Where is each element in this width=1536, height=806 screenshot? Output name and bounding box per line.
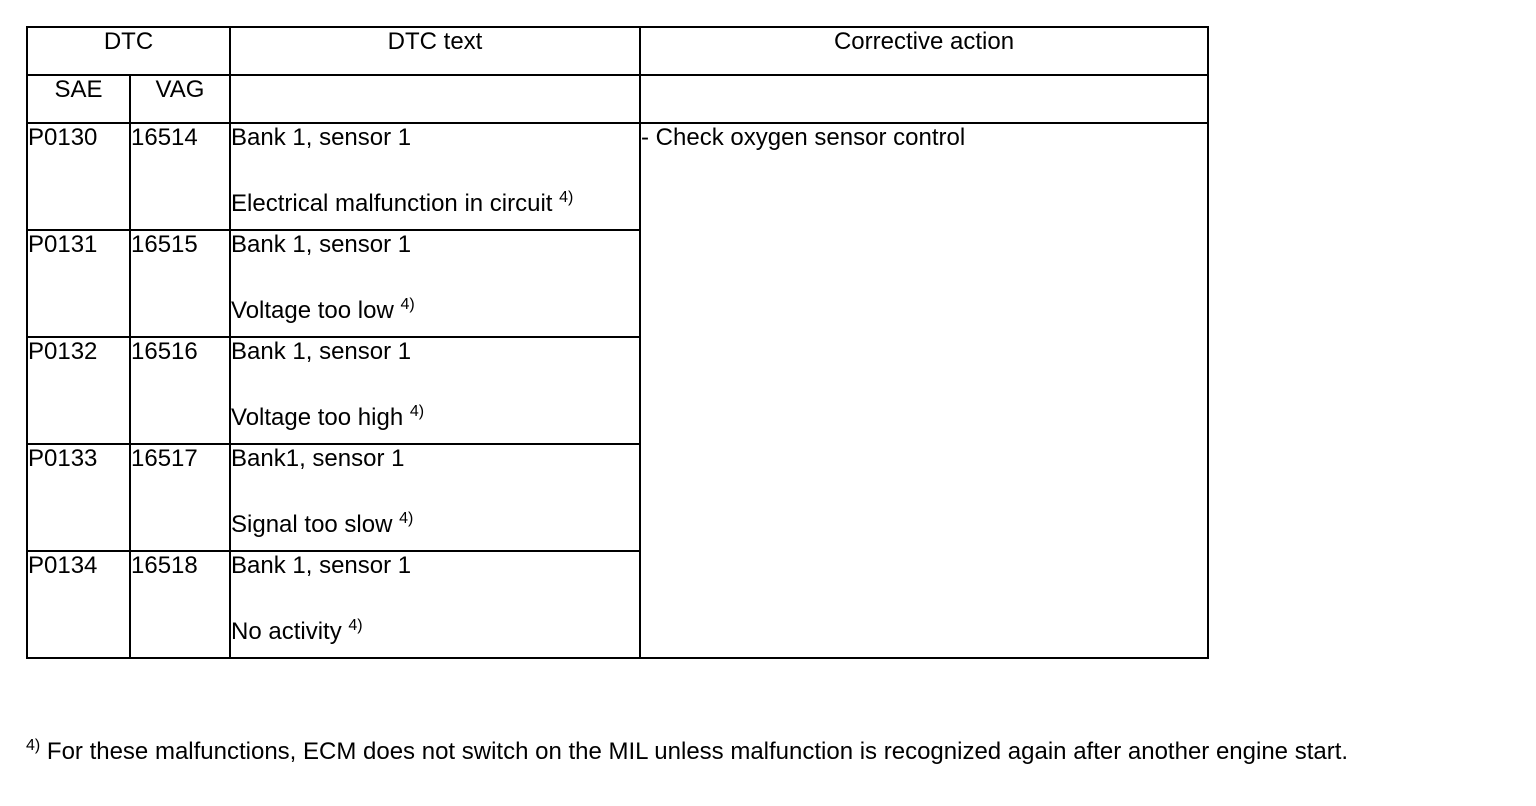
subheader-sae: SAE bbox=[27, 75, 130, 123]
subheader-row bbox=[27, 75, 1208, 123]
dtc-description: No activity bbox=[231, 618, 342, 645]
header-dtc-text: DTC text bbox=[230, 27, 640, 75]
sae-code: P0131 bbox=[27, 230, 130, 337]
sae-code: P0134 bbox=[27, 551, 130, 658]
vag-code: 16518 bbox=[130, 551, 230, 658]
footnote-ref: 4) bbox=[409, 403, 425, 420]
table-row bbox=[27, 123, 1208, 230]
dtc-description: Signal too slow bbox=[231, 511, 393, 538]
footnote-ref: 4) bbox=[559, 189, 574, 206]
dtc-location: Bank 1, sensor 1 bbox=[231, 338, 412, 365]
dtc-description: Electrical malfunction in circuit bbox=[231, 190, 553, 217]
dtc-description: Voltage too high bbox=[231, 404, 404, 431]
dtc-description-line bbox=[231, 618, 639, 646]
dtc-text-cell bbox=[230, 444, 640, 551]
dtc-location: Bank 1, sensor 1 bbox=[231, 552, 412, 579]
sae-code: P0132 bbox=[27, 337, 130, 444]
footnote bbox=[26, 738, 1348, 766]
dtc-description-line bbox=[231, 190, 639, 218]
dtc-description-line bbox=[231, 511, 639, 539]
footnote-ref: 4) bbox=[400, 296, 415, 313]
subheader-empty-text bbox=[230, 75, 640, 123]
header-corrective-action: Corrective action bbox=[640, 27, 1208, 75]
subheader-vag: VAG bbox=[130, 75, 230, 123]
vag-code: 16517 bbox=[130, 444, 230, 551]
header-row bbox=[27, 27, 1208, 75]
footnote-text: For these malfunctions, ECM does not switch on the MIL unless malfunction is recognized again after another engine start. bbox=[40, 738, 1349, 765]
dtc-text-cell bbox=[230, 337, 640, 444]
footnote-marker: 4) bbox=[26, 737, 41, 754]
corrective-action-text: - Check oxygen sensor control bbox=[641, 124, 966, 151]
corrective-action-cell bbox=[640, 123, 1208, 658]
dtc-text-cell bbox=[230, 123, 640, 230]
footnote-ref: 4) bbox=[399, 510, 414, 527]
dtc-text-cell bbox=[230, 551, 640, 658]
dtc-location: Bank 1, sensor 1 bbox=[231, 231, 412, 258]
vag-code: 16515 bbox=[130, 230, 230, 337]
header-dtc: DTC bbox=[27, 27, 230, 75]
dtc-description-line bbox=[231, 404, 639, 432]
dtc-location: Bank 1, sensor 1 bbox=[231, 124, 412, 151]
dtc-text-cell bbox=[230, 230, 640, 337]
dtc-location: Bank1, sensor 1 bbox=[231, 445, 405, 472]
sae-code: P0133 bbox=[27, 444, 130, 551]
dtc-description-line bbox=[231, 297, 639, 325]
sae-code: P0130 bbox=[27, 123, 130, 230]
subheader-empty-action bbox=[640, 75, 1208, 123]
dtc-description: Voltage too low bbox=[231, 297, 394, 324]
vag-code: 16514 bbox=[130, 123, 230, 230]
footnote-ref: 4) bbox=[348, 617, 363, 634]
vag-code: 16516 bbox=[130, 337, 230, 444]
dtc-table bbox=[26, 26, 1209, 659]
